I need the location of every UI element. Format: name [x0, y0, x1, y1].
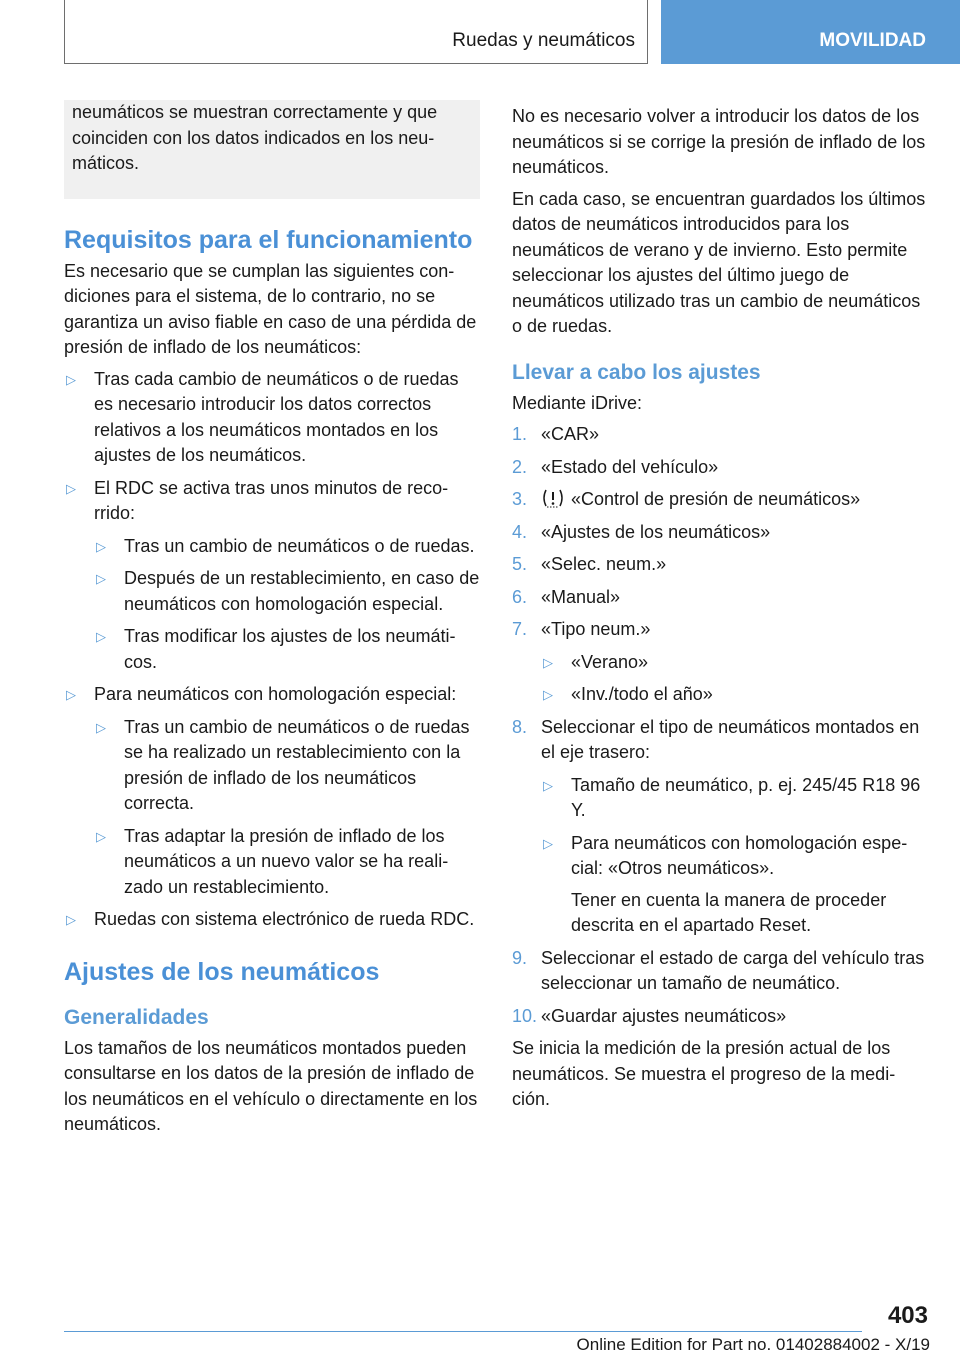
- step-item: 8. Seleccionar el tipo de neumáticos montados en el eje trasero: ▷ Tamaño de neumático, p. ej. 245/45 R18 96 Y. ▷ Para neumáticos con homologación especial: «Otros neumáticos». Tener en cuenta la manera de proceder descrita en el apartado Reset.: [512, 715, 926, 939]
- list-item: ▷ Ruedas con sistema electrónico de rueda RDC.: [64, 907, 480, 933]
- triangle-bullet-icon: ▷: [543, 835, 553, 851]
- heading-llevar-a-cabo: Llevar a cabo los ajustes: [512, 360, 761, 384]
- step-item: 9. Seleccionar el estado de carga del vehículo tras seleccionar un tamaño de neumático.: [512, 947, 925, 993]
- left-column: [64, 104, 480, 1144]
- triangle-bullet-icon: ▷: [96, 538, 106, 554]
- triangle-bullet-icon: ▷: [543, 654, 553, 670]
- sub-list-item: ▷ Tras modificar los ajustes de los neumáticos.: [96, 626, 456, 672]
- list-item: ▷ El RDC se activa tras unos minutos de recorrido: ▷ Tras un cambio de neumáticos o de ruedas. ▷ Después de un restablecimiento, en caso de neumáticos con homologación especial. ▷ Tras modificar los ajustes de los neumáticos.: [64, 476, 480, 676]
- step-item: 1. «CAR»: [512, 424, 600, 444]
- paragraph-intro-1: No es necesario volver a introducir los datos de los neumáticos si se corrige la presión de inflado de los neumáticos.: [512, 106, 926, 177]
- list-item: ▷ Tras cada cambio de neumáticos o de ruedas es necesario introducir los datos correctos relativos a los neumáticos montados en los ajustes de los neumáticos.: [66, 368, 459, 465]
- requirements-list: [64, 367, 480, 933]
- sub-note: Tener en cuenta la manera de proceder descrita en el apartado Reset.: [571, 889, 887, 935]
- triangle-bullet-icon: ▷: [96, 828, 106, 844]
- triangle-bullet-icon: ▷: [66, 687, 76, 702]
- sub-list-item: ▷ Para neumáticos con homologación especial: «Otros neumáticos». Tener en cuenta la manera de proceder descrita en el apartado Reset.: [541, 831, 926, 939]
- sub-list-item: ▷ «Verano»: [541, 650, 926, 676]
- sub-list: [541, 650, 926, 708]
- triangle-bullet-icon: ▷: [543, 687, 553, 702]
- sub-list-item: ▷ «Inv./todo el año»: [541, 682, 926, 708]
- paragraph-generalidades: Los tamaños de los neumáticos montados pueden consultarse en los datos de la presión de inflado de los neumáticos en el vehículo o directamente en los neumáticos.: [64, 1037, 478, 1134]
- sub-list: [94, 715, 480, 901]
- triangle-bullet-icon: ▷: [66, 912, 76, 927]
- step-item: 10. «Guardar ajustes neumáticos»: [512, 1005, 787, 1026]
- sub-list-item: ▷ Después de un restablecimiento, en caso de neumáticos con homologación especial.: [96, 568, 480, 614]
- step-item: 6. «Manual»: [512, 586, 621, 607]
- triangle-bullet-icon: ▷: [96, 571, 106, 586]
- triangle-bullet-icon: ▷: [96, 719, 106, 735]
- step-item: 3. «Control de presión de neumáticos»: [512, 489, 861, 509]
- sub-list-item: ▷ Tras adaptar la presión de inflado de los neumáticos a un nuevo valor se ha realizado un restablecimiento.: [96, 825, 449, 897]
- right-column: [512, 104, 926, 1119]
- sub-list: [541, 773, 926, 939]
- step-item: 7. «Tipo neum.» ▷ «Verano» ▷ «Inv./todo el año»: [512, 617, 926, 708]
- paragraph-requisitos: Es necesario que se cumplan las siguientes condiciones para el sistema, de lo contrario, no se garantiza un aviso fiable en caso de una pérdida de presión de inflado de los neumáticos:: [64, 260, 477, 357]
- paragraph-idrive: Mediante iDrive:: [512, 392, 643, 413]
- section-title: Ruedas y neumáticos: [452, 30, 635, 51]
- sub-list-item: ▷ Tamaño de neumático, p. ej. 245/45 R18 96 Y.: [543, 774, 921, 820]
- note-text: neumáticos se muestran correctamente y que coinciden con los datos indicados en los neumáticos.: [72, 102, 438, 173]
- paragraph-final: Se inicia la medición de la presión actual de los neumáticos. Se muestra el progreso de la medición.: [512, 1038, 896, 1109]
- sub-list-item: ▷ Tras un cambio de neumáticos o de ruedas.: [94, 534, 480, 560]
- section-title-box: [64, 0, 648, 64]
- sub-list-item: ▷ Tras un cambio de neumáticos o de ruedas se ha realizado un restablecimiento con la presión de inflado de los neumáticos correcta.: [96, 716, 470, 813]
- chapter-title: MOVILIDAD: [819, 30, 926, 51]
- heading-generalidades: Generalidades: [64, 1005, 209, 1029]
- sub-list: [94, 534, 480, 676]
- chapter-tab: [661, 0, 960, 64]
- triangle-bullet-icon: ▷: [66, 480, 76, 496]
- steps-list: [512, 422, 926, 1029]
- tire-pressure-warning-icon: [541, 488, 565, 508]
- triangle-bullet-icon: ▷: [96, 629, 106, 644]
- edition-note: Online Edition for Part no. 01402884002 - X/19: [576, 1335, 930, 1354]
- step-item: 2. «Estado del vehículo»: [512, 456, 719, 477]
- step-item: 5. «Selec. neum.»: [512, 554, 667, 574]
- footer-divider: [64, 1331, 862, 1332]
- heading-ajustes: Ajustes de los neumáticos: [64, 957, 380, 986]
- triangle-bullet-icon: ▷: [66, 371, 76, 387]
- list-item: ▷ Para neumáticos con homologación especial: ▷ Tras un cambio de neumáticos o de ruedas se ha realizado un restablecimiento con la presión de inflado de los neumáticos correcta. ▷ Tras adaptar la presión de inflado de los neumáticos a un nuevo valor se ha realizado un restablecimiento.: [64, 682, 480, 900]
- note-box: [64, 100, 480, 199]
- paragraph-intro-2: En cada caso, se encuentran guardados los últimos datos de neumáticos introducidos para los neumáticos de verano y de invierno. Esto permite seleccionar los ajustes del último juego de neumáticos utilizado tras un cambio de neumáticos o de ruedas.: [512, 188, 926, 336]
- triangle-bullet-icon: ▷: [543, 777, 553, 793]
- step-item: 4. «Ajustes de los neumáticos»: [512, 521, 771, 542]
- heading-requisitos: Requisitos para el funcionamiento: [64, 225, 473, 254]
- page-number: 403: [887, 1302, 928, 1329]
- page-header: [64, 0, 960, 66]
